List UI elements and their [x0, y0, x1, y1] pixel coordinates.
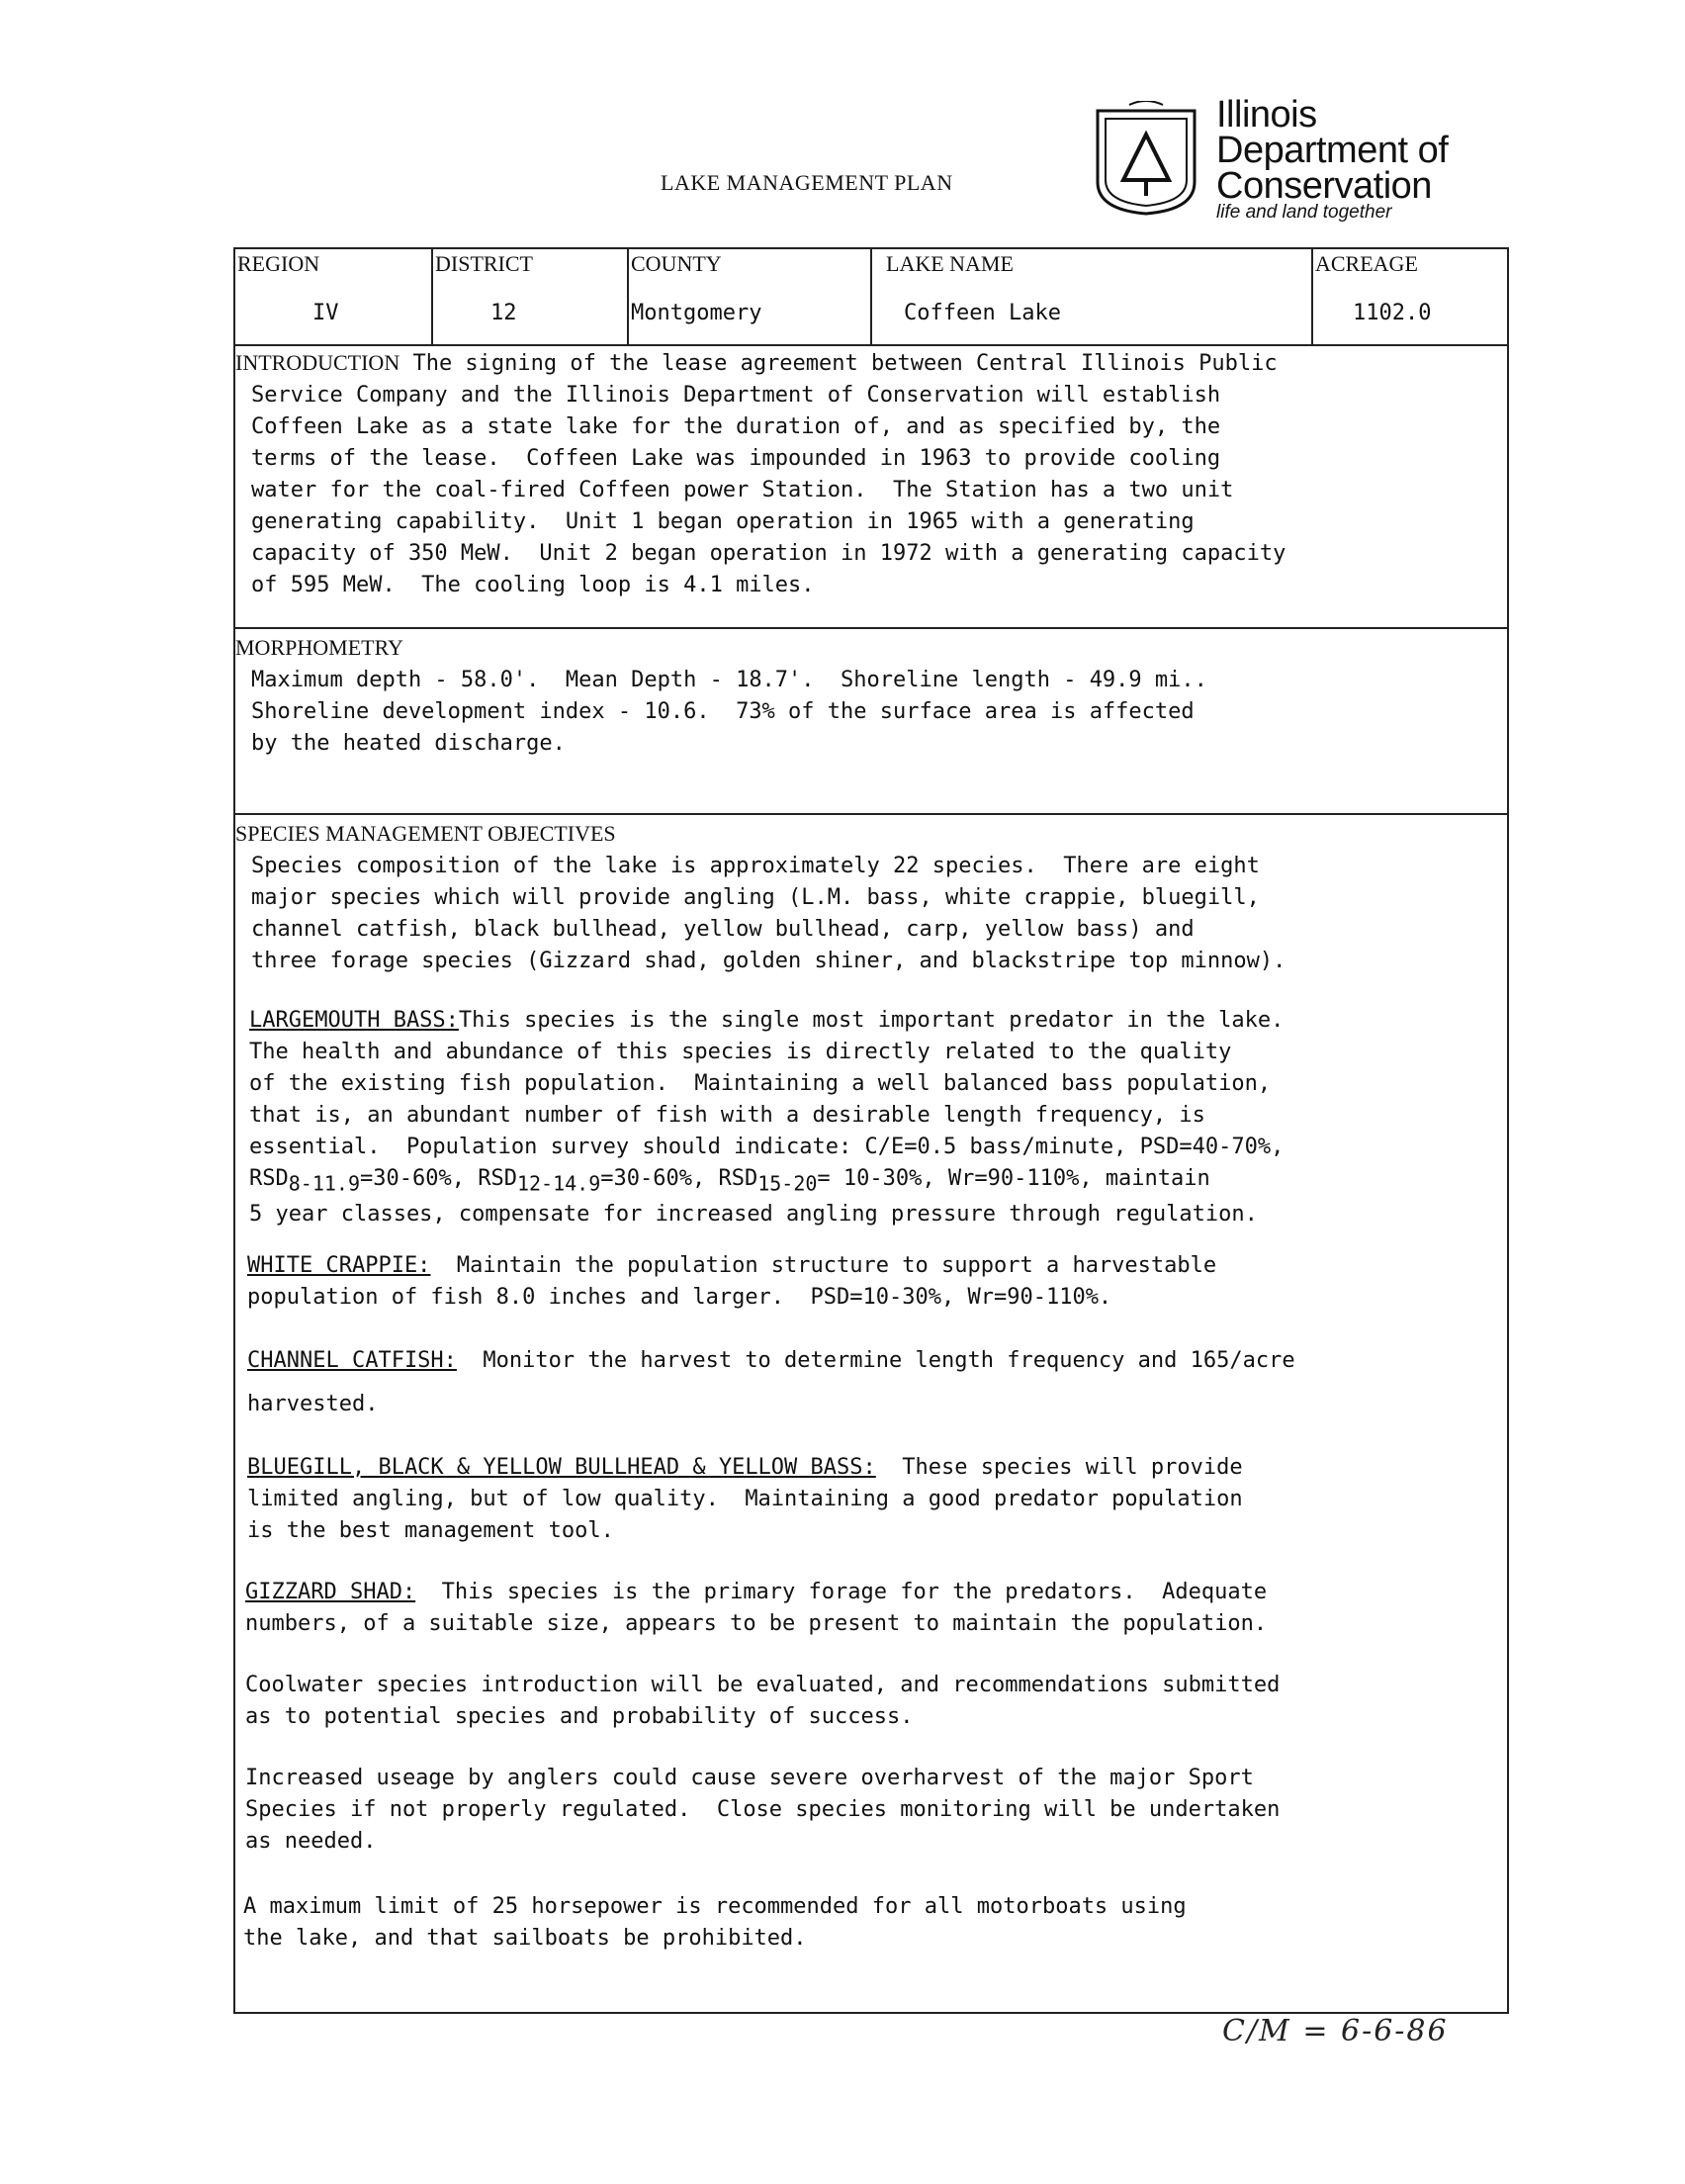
- handwritten-date-note: C/M = 6-6-86: [1222, 2014, 1449, 2048]
- conservation-emblem-icon: [1090, 101, 1202, 218]
- composition-line: channel catfish, black bullhead, yellow bullhead, carp, yellow bass) and: [251, 917, 1195, 942]
- region-cell: [235, 249, 433, 344]
- crappie-line: Maintain the population structure to support a harvestable: [430, 1253, 1217, 1278]
- introduction-line: generating capability. Unit 1 began operation in 1965 with a generating: [251, 509, 1195, 534]
- channel-catfish-block: [247, 1345, 1295, 1420]
- introduction-line: terms of the lease. Coffeen Lake was impounded in 1963 to provide cooling: [251, 446, 1221, 471]
- useage-line: as needed.: [245, 1829, 377, 1854]
- bluegill-line: is the best management tool.: [247, 1518, 614, 1543]
- district-cell: [433, 249, 629, 344]
- largemouth-line: that is, an abundant number of fish with a desirable length frequency, is: [249, 1103, 1205, 1128]
- introduction-label: INTRODUCTION: [235, 350, 400, 375]
- rsd-subscript: 15-20: [757, 1171, 818, 1196]
- white-crappie-block: [247, 1250, 1216, 1314]
- rsd-subscript: 8-11.9: [288, 1171, 360, 1196]
- logo-text-illinois: Illinois: [1216, 94, 1317, 136]
- rsd-value: =30-60%, RSD: [360, 1166, 517, 1191]
- horsepower-block: [243, 1891, 1187, 1955]
- acreage-cell: [1313, 249, 1507, 344]
- introduction-line: capacity of 350 MeW. Unit 2 began operation in 1972 with a generating capacity: [251, 541, 1286, 566]
- logo-text-conservation: Conservation: [1216, 165, 1432, 207]
- county-value: Montgomery: [631, 301, 762, 325]
- composition-line: three forage species (Gizzard shad, golden shiner, and blackstripe top minnow).: [251, 949, 1286, 973]
- lake-name-value: Coffeen Lake: [904, 301, 1061, 325]
- useage-line: Increased useage by anglers could cause severe overharvest of the major Sport: [245, 1766, 1254, 1790]
- acreage-value: 1102.0: [1353, 301, 1432, 325]
- morphometry-line: Maximum depth - 58.0'. Mean Depth - 18.7'. Shoreline length - 49.9 mi..: [251, 668, 1207, 692]
- region-label: REGION: [237, 251, 320, 276]
- composition-line: Species composition of the lake is approximately 22 species. There are eight: [251, 854, 1260, 878]
- species-objectives-section: [235, 815, 1507, 2012]
- shad-line: numbers, of a suitable size, appears to be present to maintain the population.: [245, 1611, 1268, 1636]
- coolwater-block: [245, 1670, 1280, 1733]
- useage-line: Species if not properly regulated. Close species monitoring will be undertaken: [245, 1797, 1281, 1822]
- region-value: IV: [312, 301, 339, 325]
- rsd-label: RSD: [249, 1166, 289, 1191]
- district-value: 12: [490, 301, 517, 325]
- coolwater-line: as to potential species and probability of success.: [245, 1704, 914, 1729]
- morphometry-line: Shoreline development index - 10.6. 73% of the surface area is affected: [251, 699, 1195, 724]
- catfish-line: Monitor the harvest to determine length frequency and 165/acre: [456, 1348, 1295, 1373]
- logo-text-department: Department of: [1216, 130, 1449, 171]
- plan-form: [233, 247, 1509, 2014]
- lake-name-cell: [872, 249, 1313, 344]
- introduction-line: The signing of the lease agreement between Central Illinois Public: [399, 351, 1278, 376]
- useage-block: [245, 1763, 1280, 1858]
- rsd-line: [249, 1163, 1284, 1199]
- district-label: DISTRICT: [435, 251, 533, 276]
- bluegill-line: These species will provide: [875, 1455, 1243, 1480]
- lake-name-label: LAKE NAME: [886, 251, 1014, 276]
- department-logo: [1090, 94, 1465, 228]
- largemouth-line: The health and abundance of this species is directly related to the quality: [249, 1040, 1232, 1064]
- largemouth-line: This species is the single most important predator in the lake.: [458, 1008, 1285, 1033]
- composition-line: major species which will provide angling (L.M. bass, white crappie, bluegill,: [251, 885, 1260, 910]
- page-title: LAKE MANAGEMENT PLAN: [661, 170, 953, 195]
- introduction-section: [235, 344, 1507, 629]
- crappie-line: population of fish 8.0 inches and larger. PSD=10-30%, Wr=90-110%.: [247, 1285, 1112, 1310]
- morphometry-line: by the heated discharge.: [251, 731, 566, 756]
- catfish-heading: CHANNEL CATFISH:: [247, 1348, 457, 1373]
- gizzard-shad-block: [245, 1577, 1267, 1640]
- introduction-line: water for the coal-fired Coffeen power Station. The Station has a two unit: [251, 478, 1234, 502]
- catfish-line: harvested.: [247, 1392, 379, 1416]
- horsepower-line: the lake, and that sailboats be prohibited.: [243, 1926, 807, 1951]
- rsd-value: =30-60%, RSD: [600, 1166, 758, 1191]
- largemouth-line: of the existing fish population. Maintaining a well balanced bass population,: [249, 1071, 1272, 1096]
- bluegill-block: [247, 1452, 1243, 1547]
- morphometry-section: [235, 629, 1507, 815]
- bluegill-line: limited angling, but of low quality. Maintaining a good predator population: [247, 1487, 1243, 1511]
- bluegill-heading: BLUEGILL, BLACK & YELLOW BULLHEAD & YELLOW BASS:: [247, 1455, 876, 1480]
- introduction-line: of 595 MeW. The cooling loop is 4.1 miles.: [251, 573, 815, 597]
- county-cell: [629, 249, 872, 344]
- largemouth-bass-block: [249, 1005, 1284, 1230]
- largemouth-heading: LARGEMOUTH BASS:: [249, 1008, 459, 1033]
- coolwater-line: Coolwater species introduction will be evaluated, and recommendations submitted: [245, 1673, 1281, 1697]
- largemouth-line: essential. Population survey should indicate: C/E=0.5 bass/minute, PSD=40-70%,: [249, 1135, 1285, 1159]
- objectives-label: SPECIES MANAGEMENT OBJECTIVES: [235, 821, 616, 846]
- morphometry-label: MORPHOMETRY: [235, 635, 403, 660]
- shad-line: This species is the primary forage for the predators. Adequate: [415, 1580, 1268, 1604]
- county-label: COUNTY: [631, 251, 722, 276]
- shad-heading: GIZZARD SHAD:: [245, 1580, 416, 1604]
- introduction-line: Service Company and the Illinois Department of Conservation will establish: [251, 383, 1221, 408]
- logo-tagline: life and land together: [1216, 202, 1392, 223]
- introduction-line: Coffeen Lake as a state lake for the duration of, and as specified by, the: [251, 414, 1221, 439]
- rsd-value: = 10-30%, Wr=90-110%, maintain: [817, 1166, 1210, 1191]
- rsd-subscript: 12-14.9: [516, 1171, 601, 1196]
- acreage-label: ACREAGE: [1315, 251, 1418, 276]
- crappie-heading: WHITE CRAPPIE:: [247, 1253, 431, 1278]
- header-fields-row: [235, 249, 1507, 346]
- largemouth-line: 5 year classes, compensate for increased angling pressure through regulation.: [249, 1202, 1258, 1228]
- horsepower-line: A maximum limit of 25 horsepower is recommended for all motorboats using: [243, 1894, 1187, 1919]
